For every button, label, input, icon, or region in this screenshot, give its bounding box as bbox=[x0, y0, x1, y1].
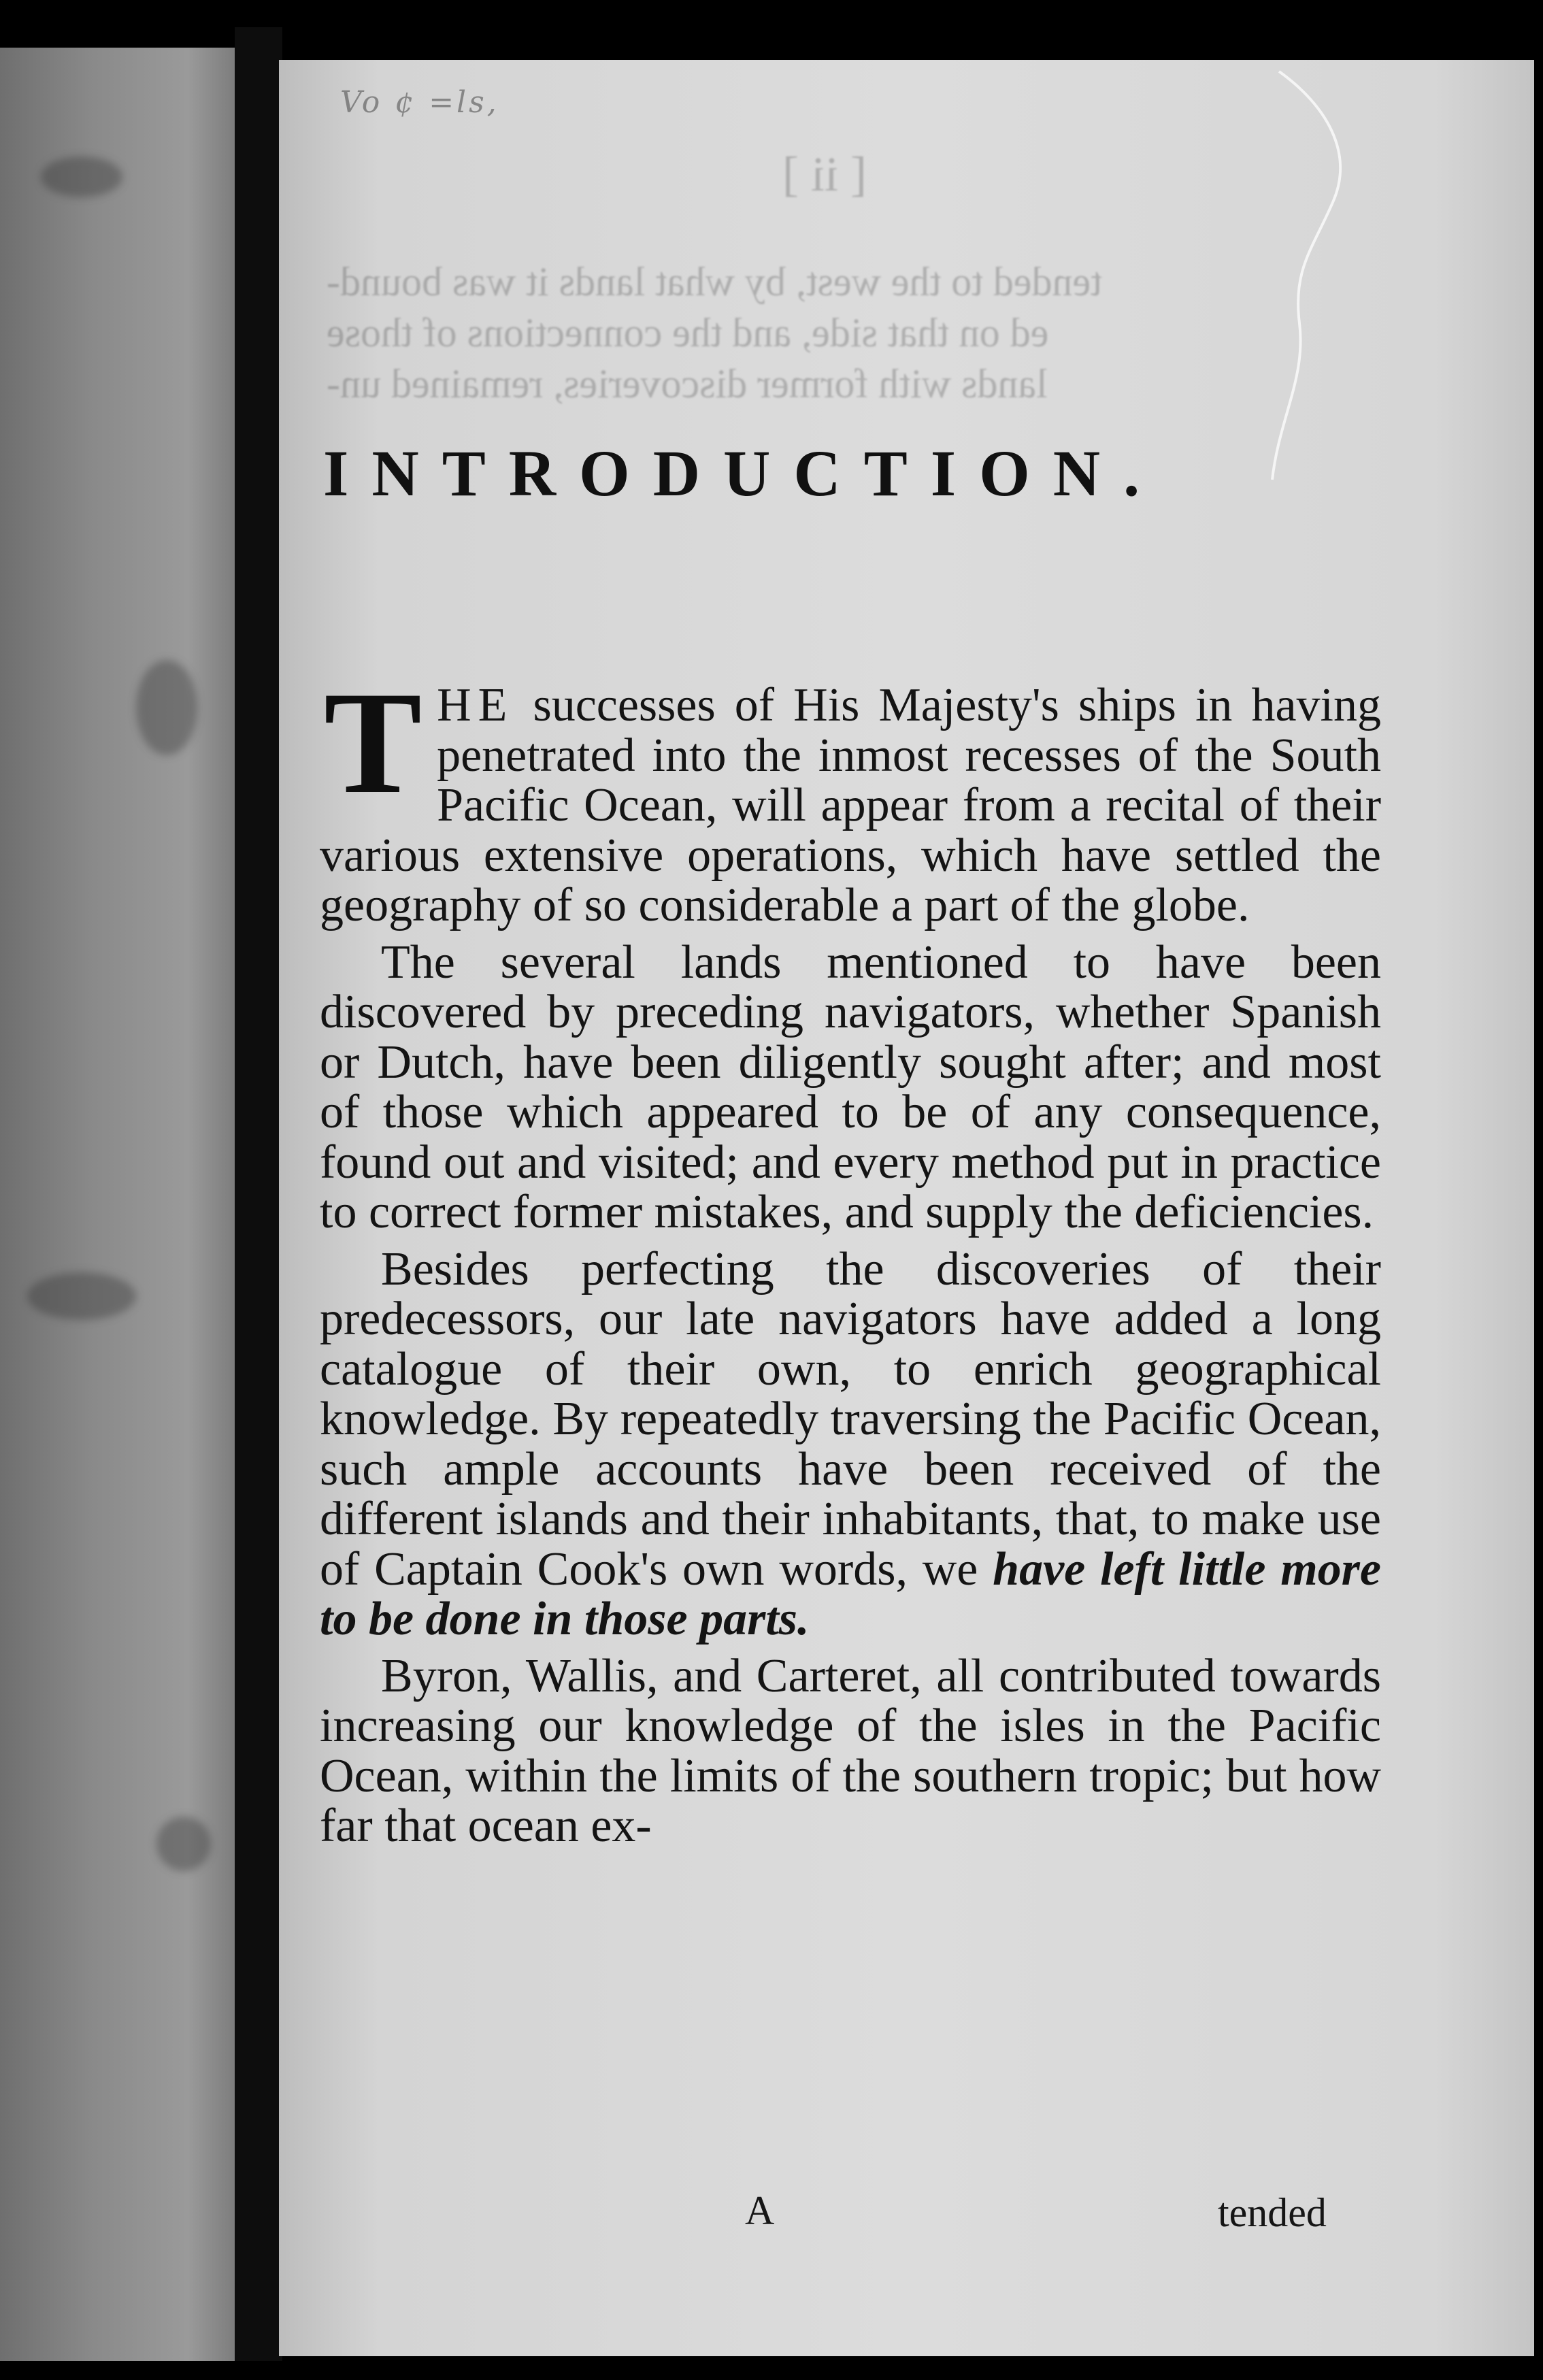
chapter-heading: INTRODUCTION. bbox=[323, 437, 1163, 510]
paragraph-text: The several lands mentioned to have been discovered by preceding navigators, whether Spanish or Dutch, have been diligently sought after; and most of those which appeared to be of any consequence, found out and visited; and every method put in practice to correct former mistakes, and supply the deficiencies. bbox=[320, 936, 1381, 1238]
handwritten-pencil-note: Vo ¢ =ls, bbox=[340, 85, 499, 120]
paragraph-text: Byron, Wallis, and Carteret, all contributed towards increasing our knowledge of the isles in the Pacific Ocean, within the limits of the southern tropic; but how far that ocean ex- bbox=[320, 1649, 1381, 1852]
paragraph-text: successes of His Majesty's ships in having penetrated into the inmost recesses of the South Pacific Ocean, will appear from a recital of their various extensive operations, which have settled the geography of so considerable a part of the globe. bbox=[320, 679, 1381, 931]
pencil-mark bbox=[1252, 65, 1361, 486]
bleed-through-line: tended to the west, by what lands it was bound- bbox=[327, 259, 1102, 304]
paragraph bbox=[320, 938, 1381, 1238]
paragraph bbox=[320, 1244, 1381, 1644]
paragraph-text: Besides perfecting the discoveries of their predecessors, our late navigators have added a long catalogue of their own, to enrich geographical knowledge. By repeatedly traversing the Pacific Ocean, such ample accounts have been received of the different islands and their inhabitants, that, to make use of Captain Cook's own words, we bbox=[320, 1242, 1381, 1596]
body-text bbox=[320, 661, 1381, 1852]
signature-mark: A bbox=[745, 2188, 775, 2233]
bleed-through-line: ed on that side, and the connections of those bbox=[327, 310, 1049, 355]
first-word-caps: HE bbox=[437, 679, 514, 731]
bleed-through-line: lands with former discoveries, remained un- bbox=[327, 361, 1048, 406]
bleed-through-line: [ ii ] bbox=[782, 147, 867, 201]
italic-quotation: have left little more to be done in those parts. bbox=[320, 1542, 1381, 1645]
drop-cap: T bbox=[324, 661, 422, 824]
paragraph bbox=[320, 1651, 1381, 1851]
facing-page-strip bbox=[0, 48, 235, 2361]
paragraph bbox=[320, 661, 1381, 931]
gutter-shadow bbox=[235, 27, 282, 2361]
catchword: tended bbox=[1218, 2190, 1327, 2235]
